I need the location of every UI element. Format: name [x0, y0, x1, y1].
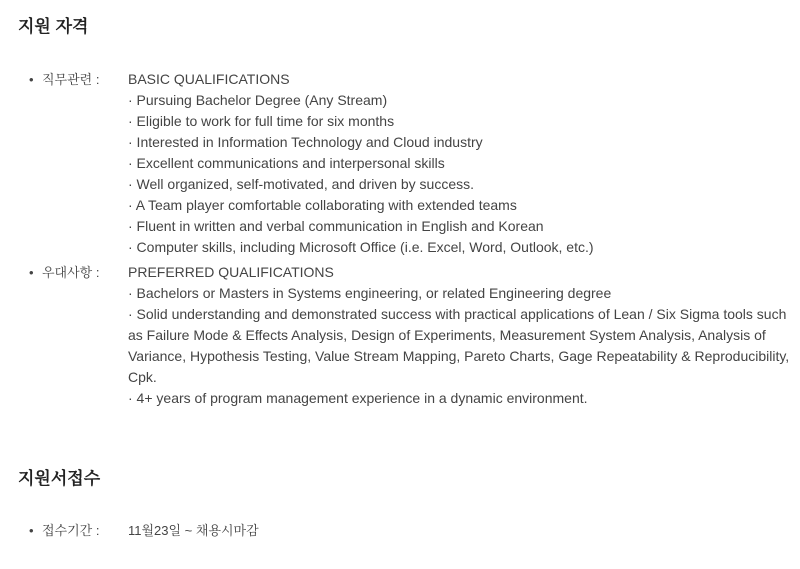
list-item: · Pursuing Bachelor Degree (Any Stream): [128, 92, 388, 108]
list-item: · A Team player comfortable collaborating with extended teams: [128, 197, 517, 213]
preferred-label: 우대사항 :: [42, 265, 100, 280]
bullet-icon: •: [29, 523, 34, 538]
list-item: · Excellent communications and interpersonal skills: [128, 155, 445, 171]
job-related-label: 직무관련 :: [42, 72, 100, 87]
list-item: · Bachelors or Masters in Systems engineering, or related Engineering degree: [128, 285, 612, 301]
application-period-label: 접수기간 :: [42, 523, 100, 538]
qualifications-title: 지원 자격: [18, 17, 89, 36]
basic-qualifications-list: [128, 69, 790, 258]
basic-qualifications-heading: BASIC QUALIFICATIONS: [128, 71, 290, 87]
list-item: · Well organized, self-motivated, and driven by success.: [128, 176, 475, 192]
application-period-value: 11월23일 ~ 채용시마감: [128, 523, 259, 538]
list-item: · Solid understanding and demonstrated success with practical applications of Lean / Six Sigma tools such as Failure Mode & Effects Analysis, Design of Experiments, Measurement System Analysis, Analysis of Variance, Hypothesis Testing, Value Stream Mapping, Pareto Charts, Gage Repeatability & Reproducibility, Cpk.: [128, 306, 790, 385]
bullet-icon: •: [29, 265, 34, 280]
application-title: 지원서접수: [18, 469, 101, 488]
bullet-icon: •: [29, 72, 34, 87]
list-item: · Computer skills, including Microsoft Office (i.e. Excel, Word, Outlook, etc.): [128, 239, 594, 255]
application-period-content: [128, 520, 790, 541]
preferred-qualifications-list: [128, 262, 790, 409]
preferred-qualifications-heading: PREFERRED QUALIFICATIONS: [128, 264, 334, 280]
list-item: · Fluent in written and verbal communication in English and Korean: [128, 218, 544, 234]
list-item: · 4+ years of program management experience in a dynamic environment.: [128, 390, 588, 406]
list-item: · Interested in Information Technology and Cloud industry: [128, 134, 483, 150]
list-item: · Eligible to work for full time for six months: [128, 113, 395, 129]
